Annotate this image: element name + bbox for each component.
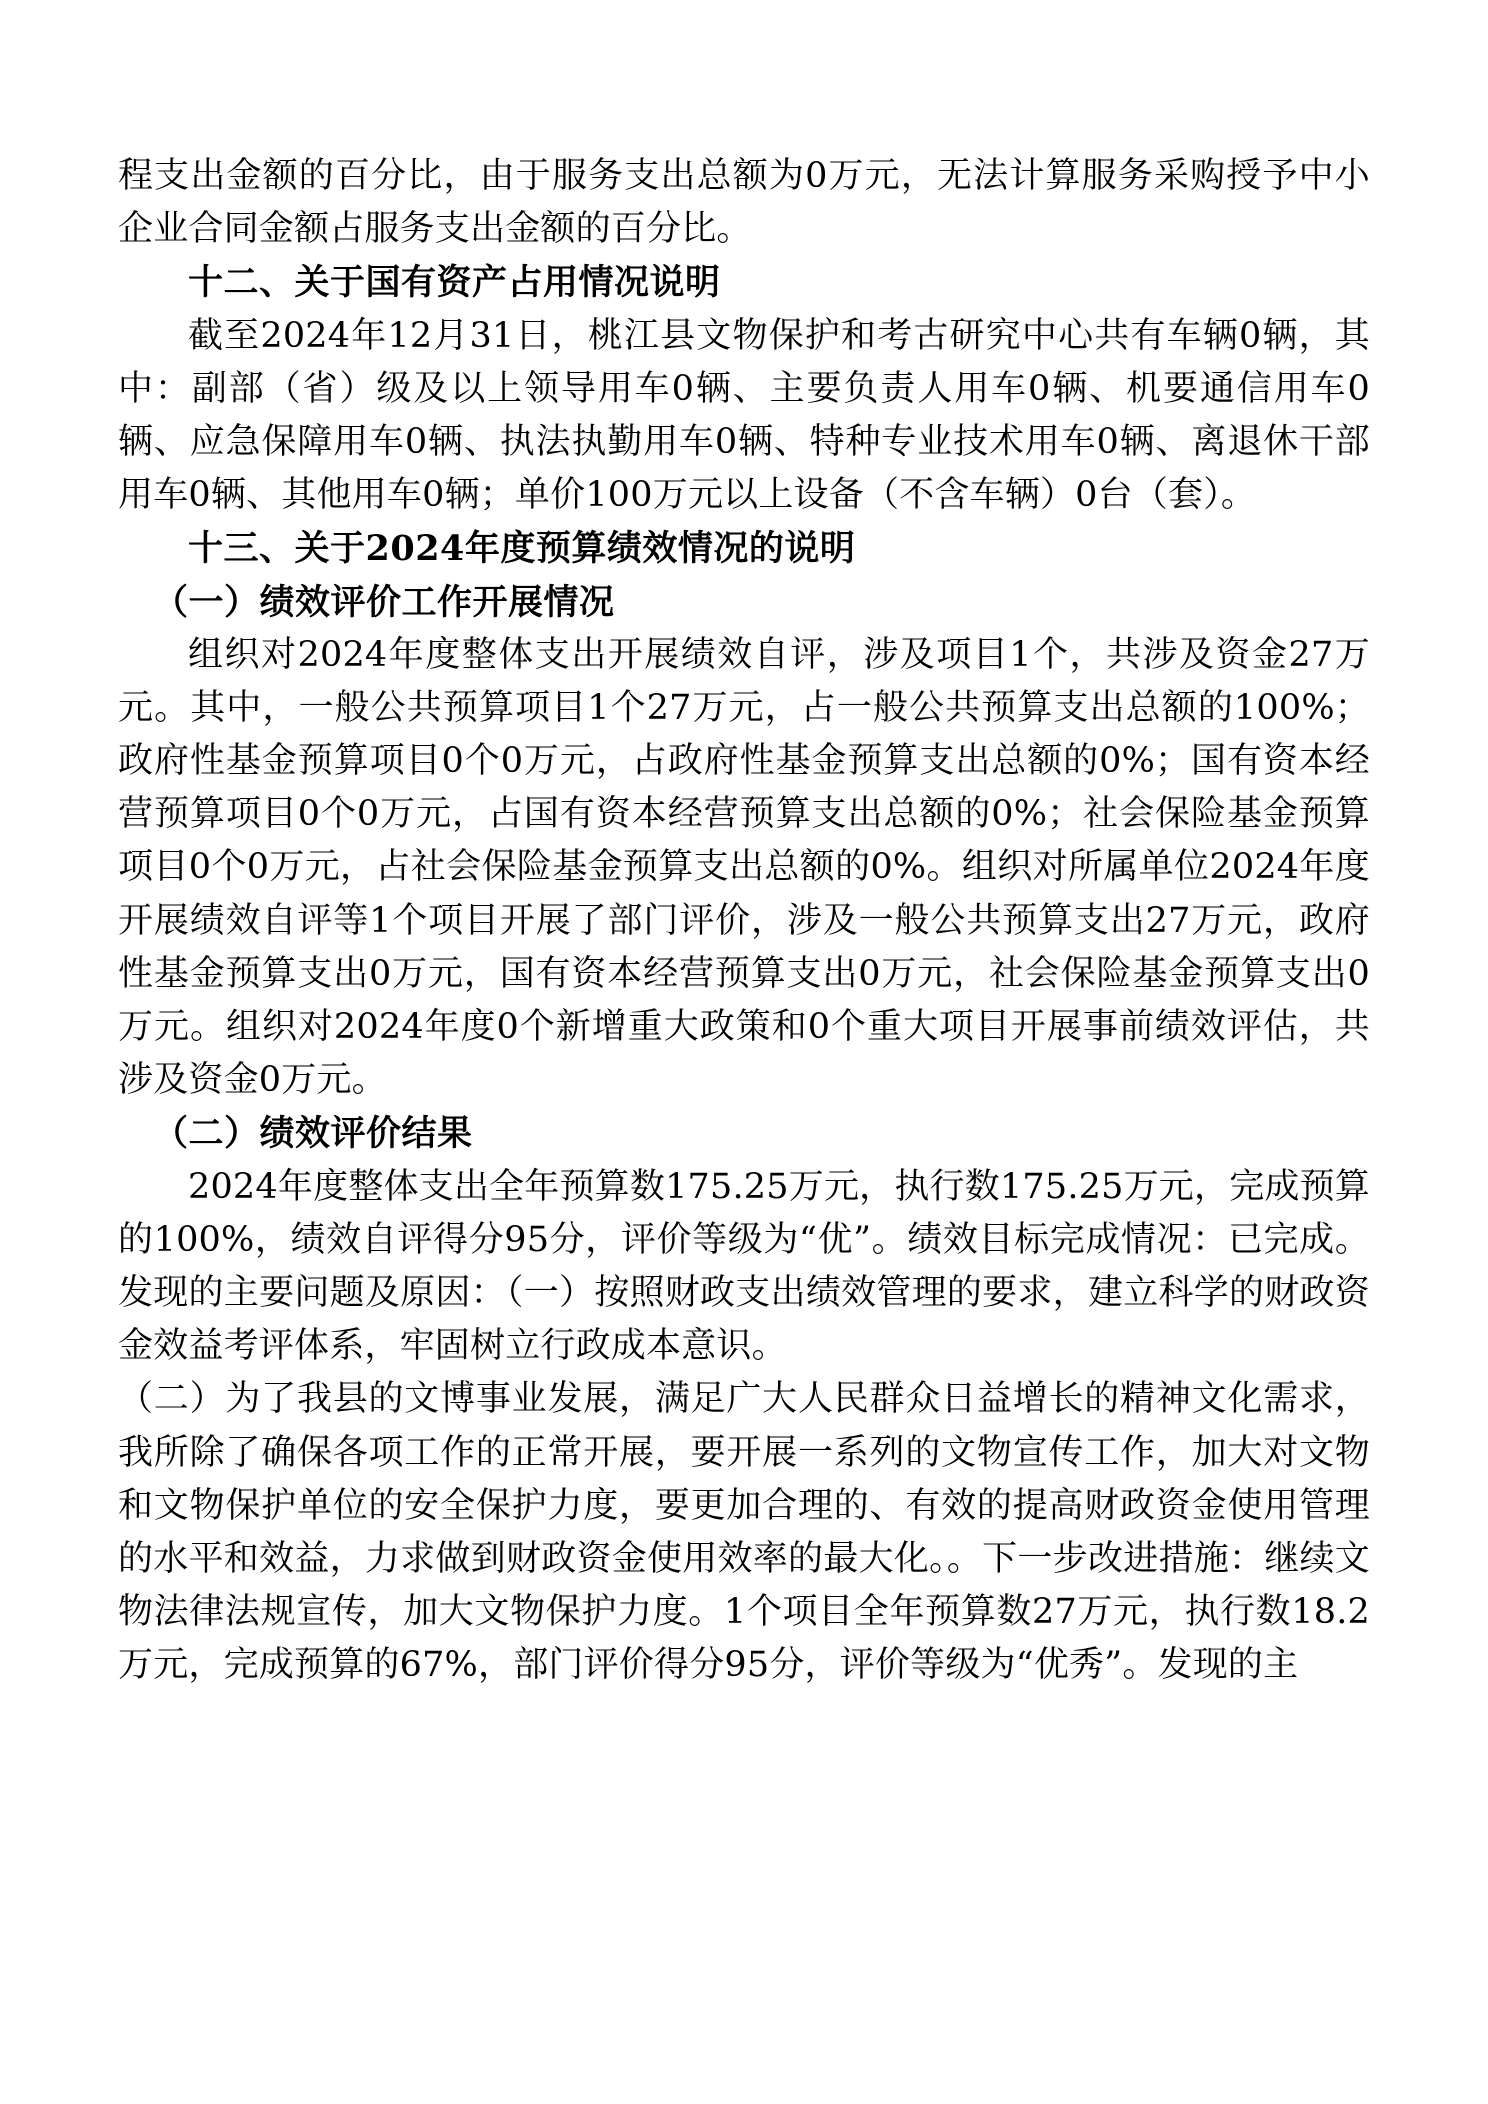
document-body — [118, 150, 1370, 1692]
paragraph-procurement-continued: 程支出金额的百分比，由于服务支出总额为0万元，无法计算服务采购授予中小企业合同金额占服务支出金额的百分比。 — [118, 156, 1370, 250]
heading-section-thirteen: 十三、关于2024年度预算绩效情况的说明 — [188, 528, 856, 570]
paragraph-state-assets: 截至2024年12月31日，桃江县文物保护和考古研究中心共有车辆0辆，其中：副部（省）级及以上领导用车0辆、主要负责人用车0辆、机要通信用车0辆、应急保障用车0辆、执法执勤用车0辆、特种专业技术用车0辆、离退休干部用车0辆、其他用车0辆；单价100万元以上设备（不含车辆）0台（套）。 — [118, 315, 1370, 516]
paragraph-performance-evaluation-result-continued: （二）为了我县的文博事业发展，满足广大人民群众日益增长的精神文化需求，我所除了确保各项工作的正常开展，要开展一系列的文物宣传工作，加大对文物和文物保护单位的安全保护力度，要更加合理的、有效的提高财政资金使用管理的水平和效益，力求做到财政资金使用效率的最大化。。下一步改进措施：继续文物法律法规宣传，加大文物保护力度。1个项目全年预算数27万元，执行数18.2万元，完成预算的67%，部门评价得分95分，评价等级为“优秀”。发现的主 — [118, 1379, 1370, 1686]
paragraph-performance-evaluation-result: 2024年度整体支出全年预算数175.25万元，执行数175.25万元，完成预算的100%，绩效自评得分95分，评价等级为“优”。绩效目标完成情况：已完成。发现的主要问题及原因：（一）按照财政支出绩效管理的要求，建立科学的财政资金效益考评体系，牢固树立行政成本意识。 — [118, 1166, 1371, 1367]
heading-section-twelve: 十二、关于国有资产占用情况说明 — [188, 262, 721, 304]
subheading-performance-evaluation-result: （二）绩效评价结果 — [153, 1113, 473, 1155]
subheading-performance-evaluation-work: （一）绩效评价工作开展情况 — [153, 581, 615, 623]
paragraph-performance-evaluation-work: 组织对2024年度整体支出开展绩效自评，涉及项目1个，共涉及资金27万元。其中，一般公共预算项目1个27万元，占一般公共预算支出总额的100%；政府性基金预算项目0个0万元，占政府性基金预算支出总额的0%；国有资本经营预算项目0个0万元，占国有资本经营预算支出总额的0%；社会保险基金预算项目0个0万元，占社会保险基金预算支出总额的0%。组织对所属单位2024年度开展绩效自评等1个项目开展了部门评价，涉及一般公共预算支出27万元，政府性基金预算支出0万元，国有资本经营预算支出0万元，社会保险基金预算支出0万元。组织对2024年度0个新增重大政策和0个重大项目开展事前绩效评估，共涉及资金0万元。 — [118, 634, 1370, 1101]
